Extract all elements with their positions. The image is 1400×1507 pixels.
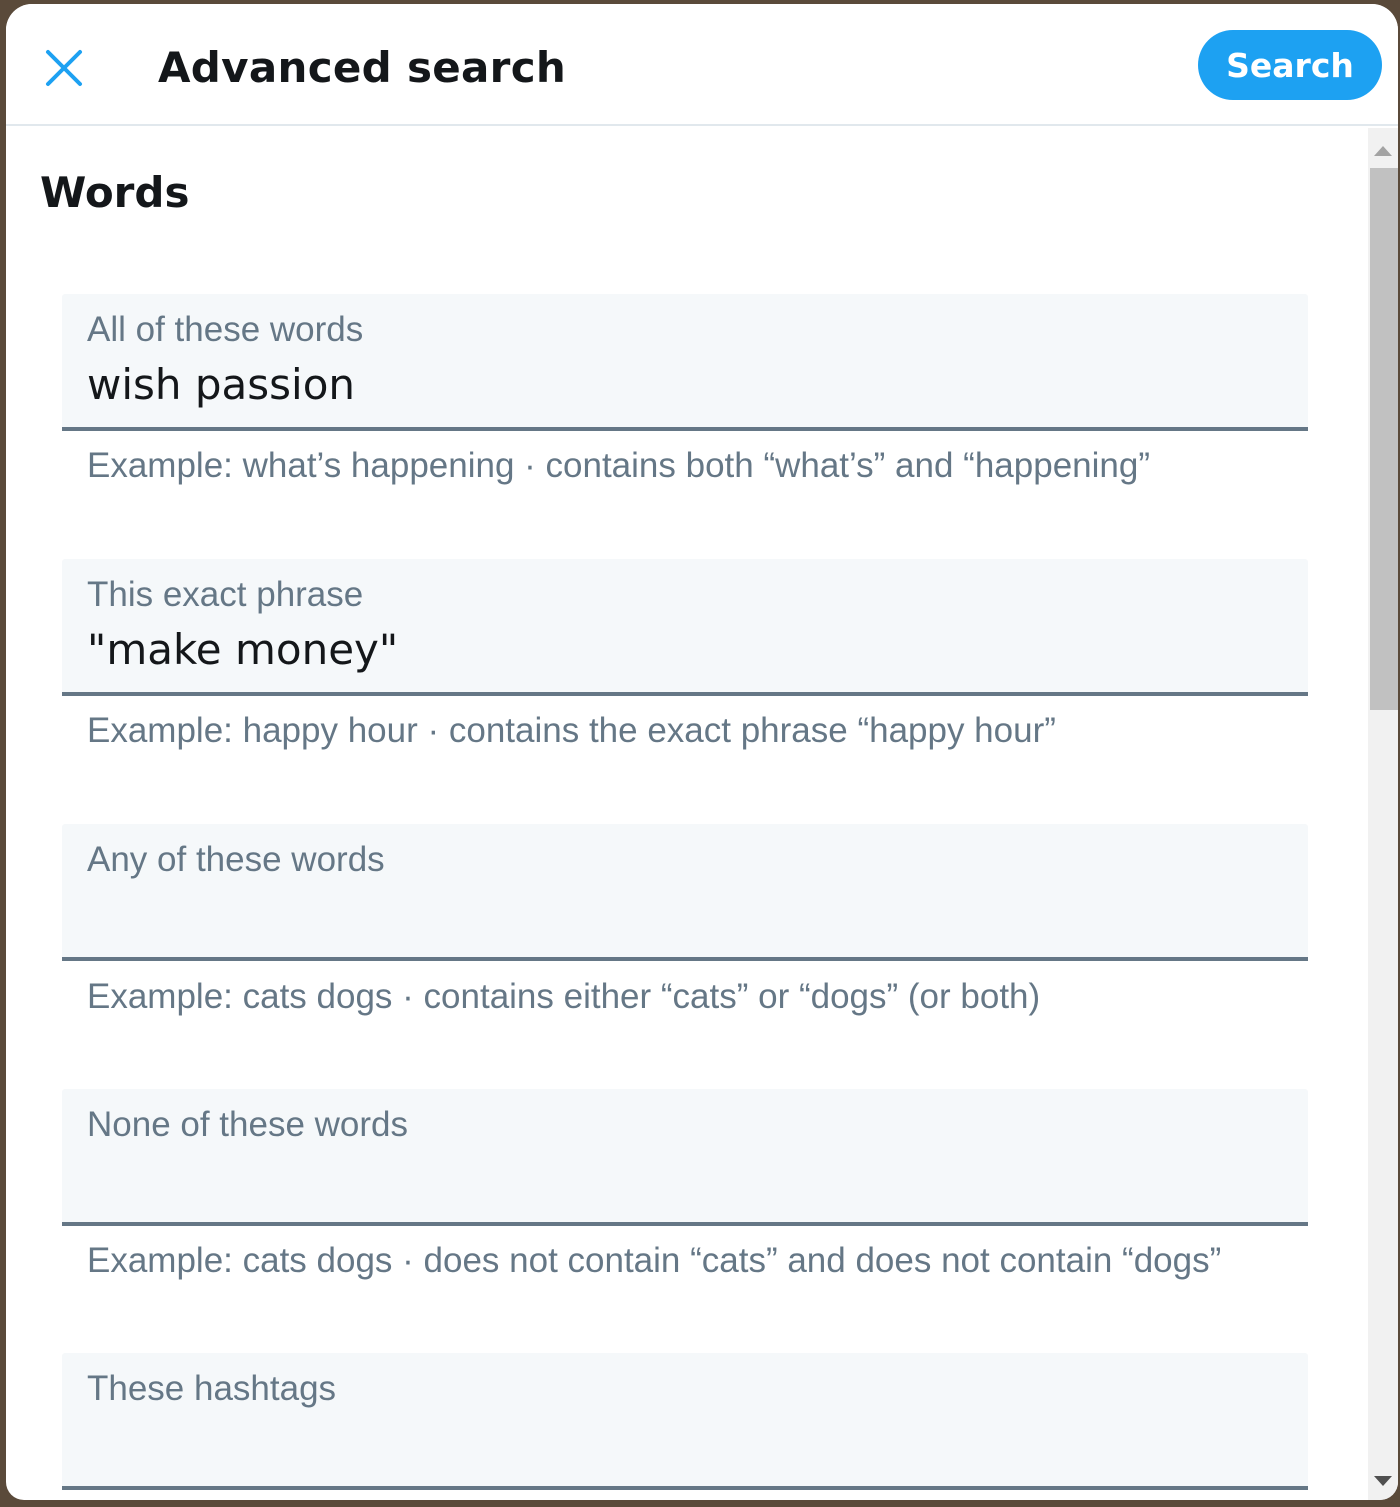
vertical-scrollbar[interactable] — [1368, 128, 1398, 1500]
all-words-field[interactable] — [62, 294, 1308, 431]
field-example: Example: what’s happening · contains both “what’s” and “happening” — [87, 446, 1150, 485]
exact-phrase-field[interactable] — [62, 559, 1308, 696]
field-label: Any of these words — [87, 840, 385, 879]
dialog-title: Advanced search — [158, 43, 567, 92]
exact-phrase-input[interactable]: "make money" — [87, 625, 399, 674]
dialog-content — [6, 128, 1366, 1500]
none-words-field[interactable] — [62, 1089, 1308, 1226]
field-example: Example: happy hour · contains the exact phrase “happy hour” — [87, 711, 1056, 750]
search-button[interactable]: Search — [1198, 30, 1382, 100]
field-label: All of these words — [87, 310, 364, 349]
section-title-words: Words — [40, 168, 190, 217]
hashtags-field[interactable] — [62, 1353, 1308, 1490]
field-label: None of these words — [87, 1105, 409, 1144]
close-button[interactable] — [40, 44, 88, 92]
field-example: Example: cats dogs · contains either “cats” or “dogs” (or both) — [87, 977, 1041, 1016]
close-icon — [44, 48, 84, 88]
all-words-input[interactable]: wish passion — [87, 360, 356, 409]
field-label: This exact phrase — [87, 575, 364, 614]
scroll-down-button[interactable] — [1368, 1464, 1398, 1498]
scroll-thumb[interactable] — [1370, 168, 1398, 710]
dialog-header — [6, 4, 1398, 126]
any-words-field[interactable] — [62, 824, 1308, 961]
scroll-up-button[interactable] — [1368, 134, 1398, 168]
scroll-down-arrow-icon — [1373, 1475, 1393, 1487]
field-example: Example: cats dogs · does not contain “cats” and does not contain “dogs” — [87, 1241, 1222, 1280]
field-label: These hashtags — [87, 1369, 337, 1408]
scroll-up-arrow-icon — [1373, 145, 1393, 157]
advanced-search-dialog — [6, 4, 1398, 1500]
